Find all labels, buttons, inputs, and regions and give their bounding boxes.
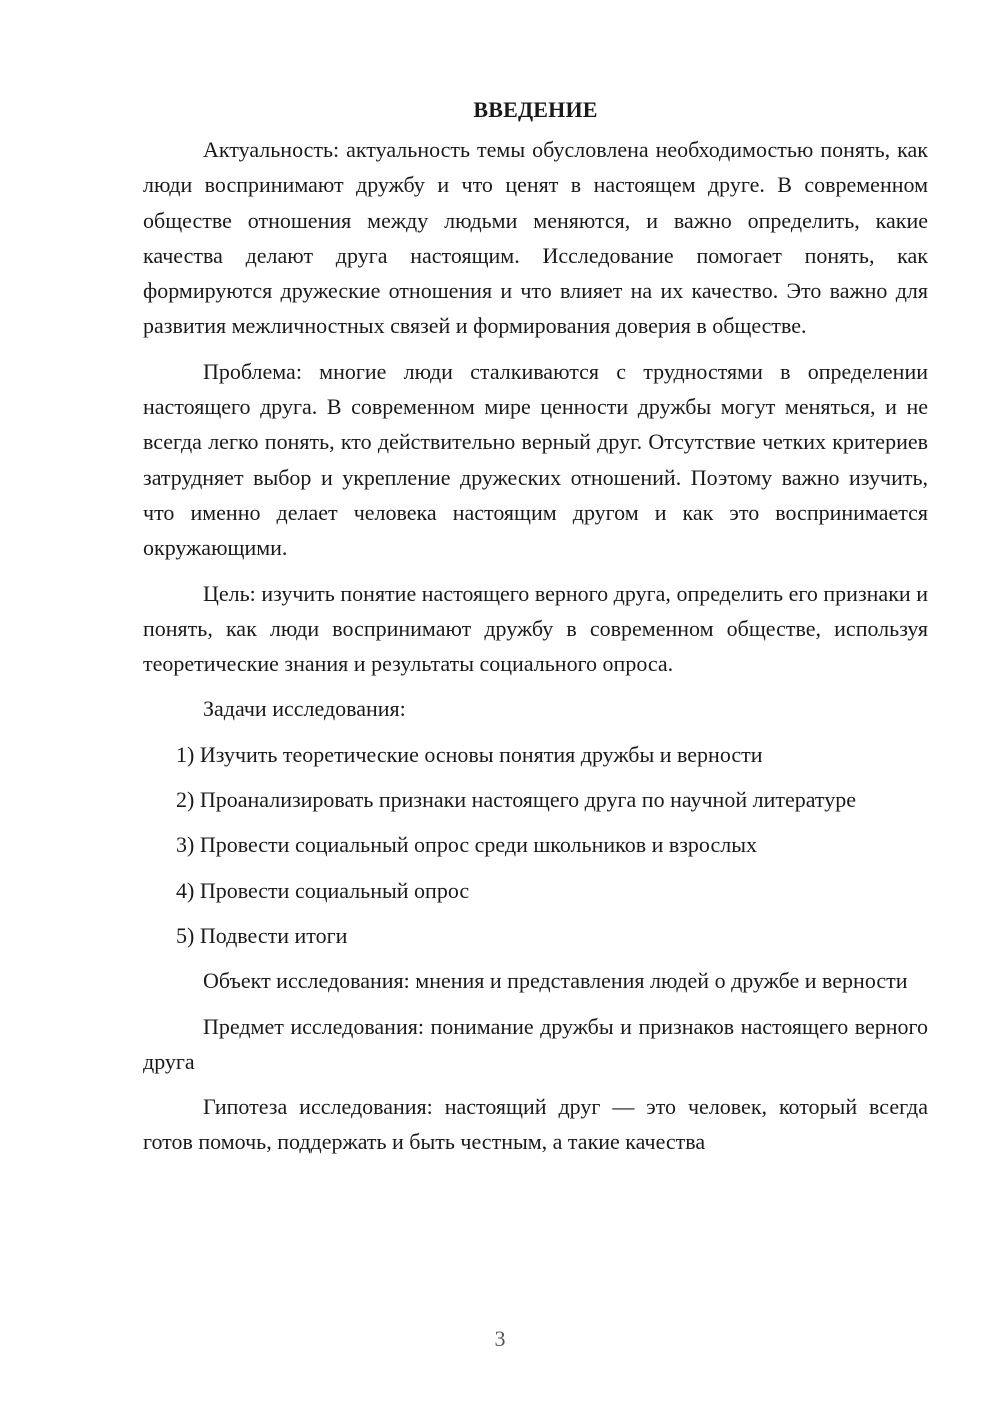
object-paragraph: Объект исследования: мнения и представления людей о дружбе и верности <box>203 968 908 994</box>
document-page <box>143 90 928 1170</box>
goal-paragraph: Цель: изучить понятие настоящего верного друга, определить его признаки и понять, как люди воспринимают дружбу в современном обществе, используя теоретические знания и результаты социального опроса. <box>143 580 928 677</box>
list-item: 2) Проанализировать признаки настоящего друга по научной литературе <box>176 787 857 813</box>
hypothesis-paragraph: Гипотеза исследования: настоящий друг — это человек, который всегда готов помочь, поддержать и быть честным, а такие качества <box>143 1094 928 1155</box>
list-item: 1) Изучить теоретические основы понятия дружбы и верности <box>176 741 763 767</box>
tasks-heading: Задачи исследования: <box>203 696 406 722</box>
page-title: ВВЕДЕНИЕ <box>473 97 598 122</box>
list-item: 5) Подвести итоги <box>176 922 348 948</box>
page-number: 3 <box>494 1326 506 1351</box>
problem-paragraph: Проблема: многие люди сталкиваются с трудностями в определении настоящего друга. В современном мире ценности дружбы могут меняться, и не всегда легко понять, кто действительно верный друг. Отсутствие четких критериев затрудняет выбор и укрепление дружеских отношений. Поэтому важно изучить, что именно делает человека настоящим другом и как это воспринимается окружающими. <box>143 358 928 561</box>
list-item: 4) Провести социальный опрос <box>176 877 470 903</box>
relevance-paragraph: Актуальность: актуальность темы обусловлена необходимостью понять, как люди воспринимают дружбу и что ценят в настоящем друге. В современном обществе отношения между людьми меняются, и важно определить, какие качества делают друга настоящим. Исследование помогает понять, как формируются дружеские отношения и что влияет на их качество. Это важно для развития межличностных связей и формирования доверия в обществе. <box>143 137 928 339</box>
subject-paragraph: Предмет исследования: понимание дружбы и признаков настоящего верного друга <box>143 1013 928 1074</box>
list-item: 3) Провести социальный опрос среди школьников и взрослых <box>176 832 758 858</box>
